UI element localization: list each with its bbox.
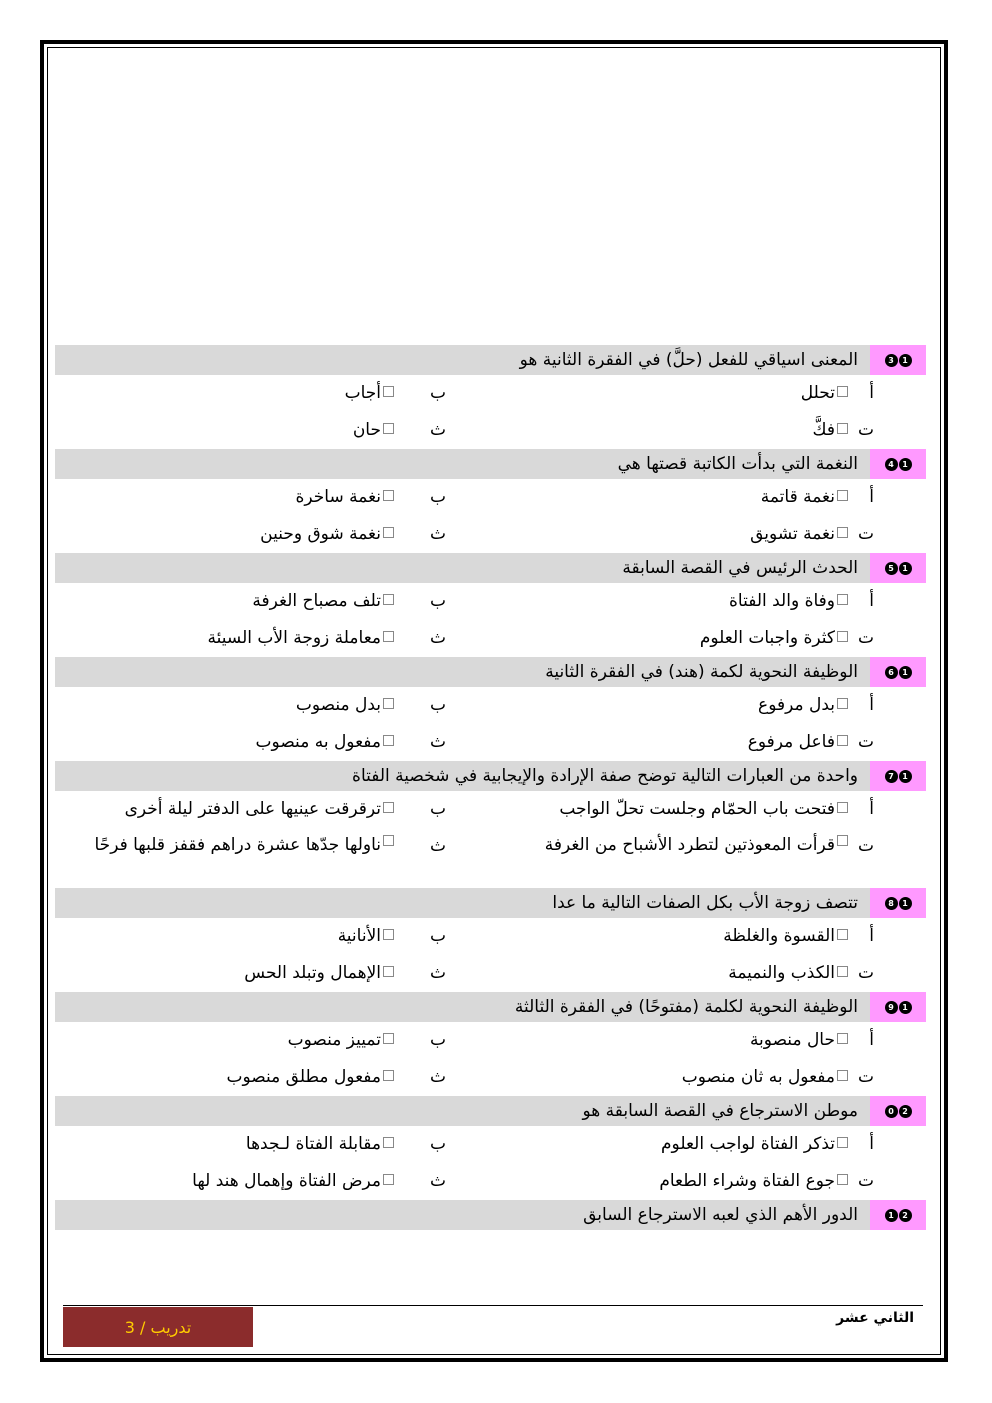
option-letter: ت: [857, 628, 874, 648]
option-choice[interactable]: [252, 591, 394, 611]
option-checkbox[interactable]: [837, 490, 848, 501]
question-text: النغمة التي بدأت الكاتبة قصتها هي: [617, 454, 858, 474]
option-letter: ث: [429, 524, 446, 544]
question-text: المعنى اسياقي للفعل (حلَّ) في الفقرة الثانية هو: [519, 350, 858, 370]
option-letter: ث: [429, 836, 446, 856]
option-checkbox[interactable]: [837, 929, 848, 940]
options-row: [55, 828, 926, 888]
question-number-badge: [870, 449, 926, 479]
option-letter: ب: [429, 926, 446, 946]
option-checkbox[interactable]: [383, 423, 394, 434]
option-choice[interactable]: [244, 963, 394, 983]
option-choice[interactable]: [260, 524, 394, 544]
option-label: نغمة تشويق: [750, 524, 835, 544]
option-letter: ب: [429, 1030, 446, 1050]
option-label: تذكر الفتاة لواجب العلوم: [661, 1134, 835, 1154]
option-letter: ث: [429, 1067, 446, 1087]
options-row: [55, 687, 926, 724]
question-number-digit: 1: [899, 562, 912, 575]
option-choice[interactable]: [559, 799, 848, 819]
question-number-digit: 4: [885, 458, 898, 471]
option-choice[interactable]: [468, 832, 848, 859]
footer-grade-label: الثاني عشر: [836, 1310, 914, 1326]
option-choice[interactable]: [345, 383, 394, 403]
option-checkbox[interactable]: [837, 735, 848, 746]
question-number-digit: 1: [899, 770, 912, 783]
option-label: بدل مرفوع: [758, 695, 835, 715]
option-checkbox[interactable]: [837, 1070, 848, 1081]
question-number-digit: 0: [885, 1105, 898, 1118]
option-choice[interactable]: [750, 1030, 848, 1050]
option-checkbox[interactable]: [383, 929, 394, 940]
option-checkbox[interactable]: [837, 835, 848, 846]
option-choice[interactable]: [659, 1171, 848, 1191]
options-group: [55, 583, 926, 657]
option-label: نغمة قاتمة: [760, 487, 835, 507]
question-number-digit: 2: [899, 1209, 912, 1222]
options-group: [55, 375, 926, 449]
option-choice[interactable]: [125, 799, 394, 819]
option-checkbox[interactable]: [383, 490, 394, 501]
option-choice[interactable]: [296, 695, 394, 715]
question-number-digit: 8: [885, 897, 898, 910]
question-number-badge: [870, 1096, 926, 1126]
option-label: الإهمال وتبلد الحس: [244, 963, 381, 983]
question-header: [55, 992, 926, 1022]
option-label: معاملة زوجة الأب السيئة: [207, 628, 381, 648]
option-choice[interactable]: [748, 732, 848, 752]
option-letter: ت: [857, 732, 874, 752]
question-text: الدور الأهم الذي لعبه الاسترجاع السابق: [583, 1205, 858, 1225]
option-letter: ت: [857, 420, 874, 440]
option-choice[interactable]: [728, 963, 848, 983]
option-label: القسوة والغلظة: [723, 926, 835, 946]
question-number-digit: 1: [899, 666, 912, 679]
option-checkbox[interactable]: [383, 735, 394, 746]
option-label: نغمة شوق وحنين: [260, 524, 381, 544]
options-row: [55, 1126, 926, 1163]
options-row: [55, 791, 926, 828]
options-group: [55, 791, 926, 888]
question-number-digit: 1: [899, 354, 912, 367]
options-row: [55, 1163, 926, 1200]
option-label: ترقرقت عينيها على الدفتر ليلة أخرى: [124, 799, 381, 819]
option-letter: أ: [869, 1030, 874, 1050]
option-choice[interactable]: [723, 926, 848, 946]
option-checkbox[interactable]: [837, 1137, 848, 1148]
options-group: [55, 918, 926, 992]
option-checkbox[interactable]: [383, 527, 394, 538]
option-letter: ث: [429, 628, 446, 648]
option-choice[interactable]: [750, 524, 848, 544]
question-number-badge: [870, 761, 926, 791]
option-letter: أ: [869, 487, 874, 507]
question-text: تتصف زوجة الأب بكل الصفات التالية ما عدا: [552, 893, 858, 913]
option-label: وفاة والد الفتاة: [729, 591, 835, 611]
option-letter: ت: [857, 963, 874, 983]
option-label: مفعول مطلق منصوب: [226, 1067, 381, 1087]
option-checkbox[interactable]: [383, 966, 394, 977]
option-checkbox[interactable]: [837, 423, 848, 434]
option-letter: أ: [869, 591, 874, 611]
option-label: ناولها جدّها عشرة دراهم فقفز قلبها فرحًا: [94, 835, 381, 855]
question-number-digit: 9: [885, 1001, 898, 1014]
option-checkbox[interactable]: [383, 594, 394, 605]
answer-space: [55, 1230, 926, 1270]
option-choice[interactable]: [246, 1134, 394, 1154]
option-label: مرض الفتاة وإهمال هند لها: [192, 1171, 381, 1191]
options-row: [55, 1022, 926, 1059]
question-header: [55, 888, 926, 918]
question-number-digit: 2: [899, 1105, 912, 1118]
question-text: واحدة من العبارات التالية توضح صفة الإرادة والإيجابية في شخصية الفتاة: [352, 766, 858, 786]
option-choice[interactable]: [192, 1171, 394, 1191]
option-label: فكَّ: [812, 420, 835, 440]
option-label: أجاب: [344, 383, 381, 403]
options-row: [55, 583, 926, 620]
option-letter: ب: [429, 799, 446, 819]
option-choice[interactable]: [208, 628, 394, 648]
option-letter: ب: [429, 1134, 446, 1154]
option-label: فتحت باب الحمّام وجلست تحلّ الواجب: [559, 799, 835, 819]
option-checkbox[interactable]: [383, 1174, 394, 1185]
option-checkbox[interactable]: [837, 1174, 848, 1185]
option-label: تحلل: [800, 383, 835, 403]
option-letter: ب: [429, 695, 446, 715]
options-row: [55, 516, 926, 553]
options-row: [55, 1059, 926, 1096]
options-group: [55, 687, 926, 761]
option-choice[interactable]: [758, 695, 848, 715]
option-label: مقابلة الفتاة لـجدها: [245, 1134, 381, 1154]
options-row: [55, 620, 926, 657]
option-letter: ث: [429, 1171, 446, 1191]
question-number-badge: [870, 553, 926, 583]
footer-divider: [63, 1305, 923, 1306]
question-number-badge: [870, 1200, 926, 1230]
question-number-digit: 1: [899, 897, 912, 910]
options-group: [55, 1126, 926, 1200]
option-checkbox[interactable]: [837, 966, 848, 977]
option-label: مفعول به منصوب: [255, 732, 381, 752]
option-choice[interactable]: [813, 420, 848, 440]
question-number-digit: 1: [899, 1001, 912, 1014]
option-letter: ب: [429, 591, 446, 611]
option-letter: أ: [869, 695, 874, 715]
option-letter: أ: [869, 383, 874, 403]
options-row: [55, 724, 926, 761]
question-number-digit: 1: [899, 458, 912, 471]
option-choice[interactable]: [353, 420, 394, 440]
question-header: [55, 449, 926, 479]
option-label: فاعل مرفوع: [747, 732, 835, 752]
question-header: [55, 1200, 926, 1230]
option-choice[interactable]: [761, 487, 848, 507]
question-number-badge: [870, 992, 926, 1022]
option-label: الكذب والنميمة: [728, 963, 835, 983]
option-letter: أ: [869, 799, 874, 819]
options-row: [55, 479, 926, 516]
option-checkbox[interactable]: [383, 1070, 394, 1081]
question-number-digit: 6: [885, 666, 898, 679]
option-choice[interactable]: [700, 628, 848, 648]
option-label: بدل منصوب: [295, 695, 381, 715]
question-header: [55, 553, 926, 583]
question-number-badge: [870, 888, 926, 918]
option-letter: ث: [429, 732, 446, 752]
option-letter: ب: [429, 487, 446, 507]
option-checkbox[interactable]: [383, 1033, 394, 1044]
options-row: [55, 412, 926, 449]
option-checkbox[interactable]: [837, 802, 848, 813]
option-letter: ب: [429, 383, 446, 403]
option-checkbox[interactable]: [383, 698, 394, 709]
option-label: حال منصوبة: [749, 1030, 835, 1050]
option-choice[interactable]: [256, 732, 394, 752]
option-letter: ث: [429, 963, 446, 983]
options-group: [55, 479, 926, 553]
option-checkbox[interactable]: [837, 698, 848, 709]
question-header: [55, 761, 926, 791]
option-letter: ت: [857, 836, 874, 856]
question-number-digit: 1: [885, 1209, 898, 1222]
option-choice[interactable]: [661, 1134, 848, 1154]
question-text: الوظيفة النحوية لكلمة (مفتوحًا) في الفقرة الثالثة: [514, 997, 858, 1017]
question-text: الوظيفة النحوية لكمة (هند) في الفقرة الثانية: [545, 662, 858, 682]
question-header: [55, 1096, 926, 1126]
option-letter: أ: [869, 926, 874, 946]
options-row: [55, 918, 926, 955]
option-label: كثرة واجبات العلوم: [699, 628, 835, 648]
question-text: موطن الاسترجاع في القصة السابقة هو: [582, 1101, 858, 1121]
option-checkbox[interactable]: [837, 386, 848, 397]
option-choice[interactable]: [338, 926, 394, 946]
option-letter: ت: [857, 1067, 874, 1087]
option-label: حان: [352, 420, 381, 440]
question-number-digit: 3: [885, 354, 898, 367]
option-label: قرأت المعوذتين لتطرد الأشباح من الغرفة: [544, 835, 835, 855]
question-number-badge: [870, 345, 926, 375]
option-choice[interactable]: [729, 591, 848, 611]
question-number-badge: [870, 657, 926, 687]
question-number-digit: 7: [885, 770, 898, 783]
option-checkbox[interactable]: [837, 631, 848, 642]
option-label: مفعول به ثان منصوب: [681, 1067, 835, 1087]
option-letter: أ: [869, 1134, 874, 1154]
question-text: الحدث الرئيس في القصة السابقة: [622, 558, 858, 578]
option-checkbox[interactable]: [383, 1137, 394, 1148]
option-checkbox[interactable]: [837, 527, 848, 538]
option-letter: ت: [857, 524, 874, 544]
option-checkbox[interactable]: [383, 802, 394, 813]
question-header: [55, 657, 926, 687]
option-checkbox[interactable]: [837, 1033, 848, 1044]
option-choice[interactable]: [288, 1030, 394, 1050]
option-choice[interactable]: [801, 383, 848, 403]
options-group: [55, 1022, 926, 1096]
question-header: [55, 345, 926, 375]
option-checkbox[interactable]: [837, 594, 848, 605]
option-letter: ث: [429, 420, 446, 440]
option-choice[interactable]: [14, 832, 394, 859]
question-number-digit: 5: [885, 562, 898, 575]
option-choice[interactable]: [296, 487, 395, 507]
questions-list: [55, 345, 926, 1270]
footer-training-badge: تدريب / 3: [63, 1307, 253, 1347]
option-choice[interactable]: [227, 1067, 394, 1087]
options-row: [55, 375, 926, 412]
options-row: [55, 955, 926, 992]
option-checkbox[interactable]: [383, 631, 394, 642]
option-letter: ت: [857, 1171, 874, 1191]
option-choice[interactable]: [682, 1067, 848, 1087]
option-label: تلف مصباح الغرفة: [252, 591, 381, 611]
option-label: جوع الفتاة وشراء الطعام: [659, 1171, 835, 1191]
option-label: الأنانية: [337, 926, 381, 946]
option-label: نغمة ساخرة: [295, 487, 381, 507]
option-label: تمييز منصوب: [287, 1030, 381, 1050]
option-checkbox[interactable]: [383, 835, 394, 846]
option-checkbox[interactable]: [383, 386, 394, 397]
